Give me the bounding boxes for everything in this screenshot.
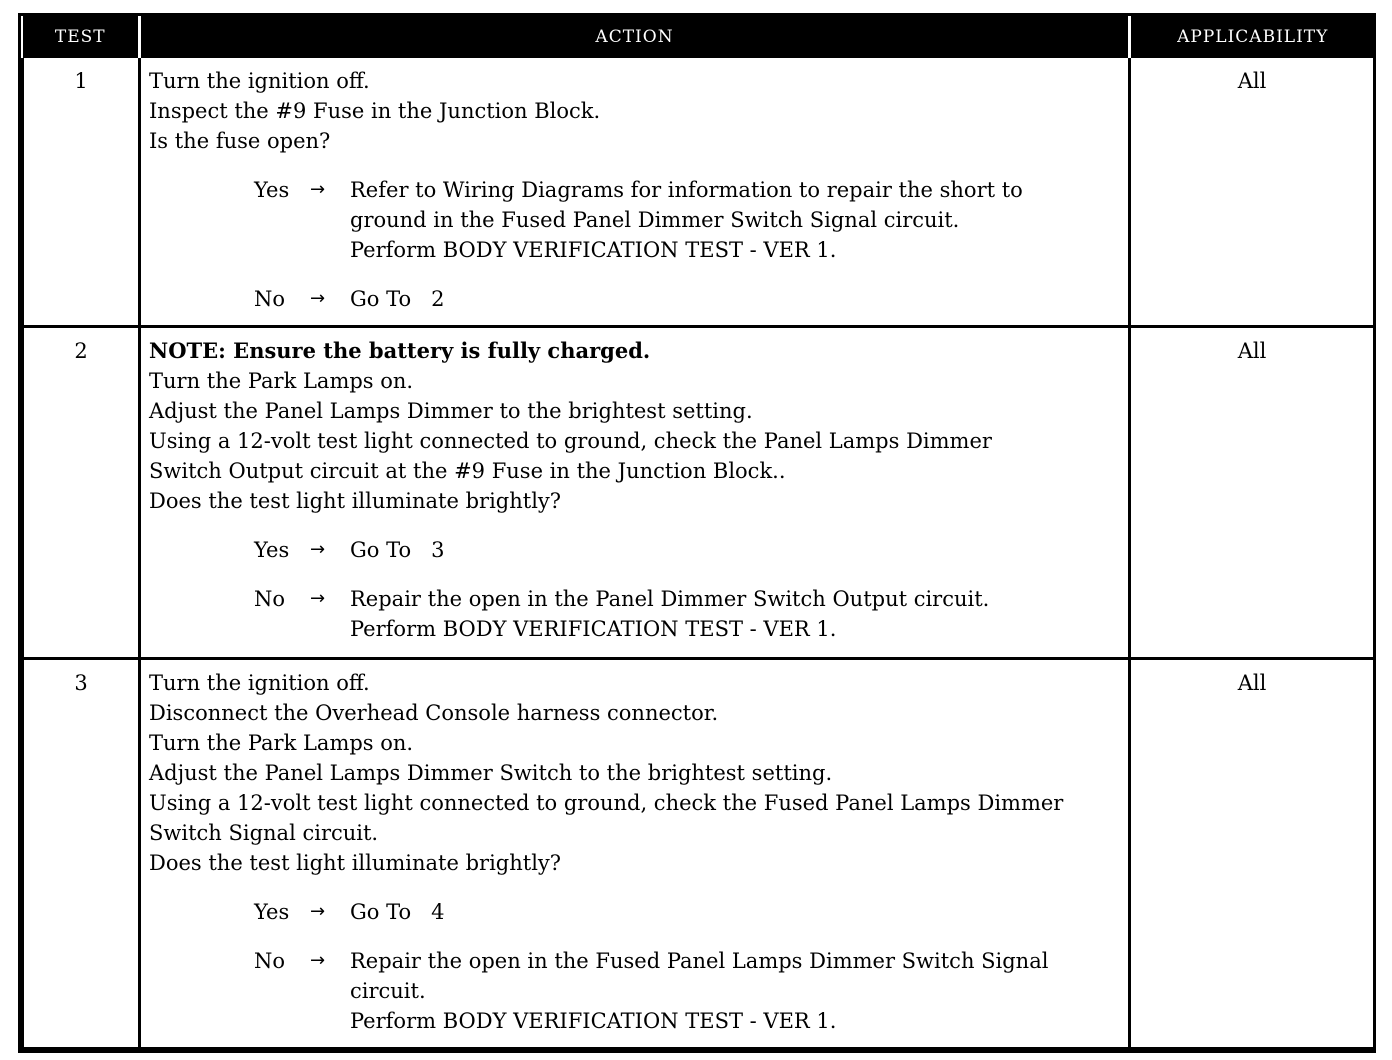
no-result [149, 284, 1120, 314]
no-outcome [350, 284, 1120, 314]
arrow-right-icon: → [310, 587, 326, 609]
yes-result [149, 535, 1120, 565]
no-result [149, 584, 1120, 644]
header-applicability: APPLICABILITY [1130, 16, 1375, 58]
yes-outcome [350, 535, 1120, 565]
action-line: Using a 12-volt test light connected to ground, check the Fused Panel Lamps Dimmer [149, 790, 1064, 815]
action-cell [140, 326, 1130, 658]
table-row [23, 58, 1375, 326]
action-line: Inspect the #9 Fuse in the Junction Block. [149, 99, 601, 123]
yes-label: Yes [254, 178, 290, 202]
test-number: 3 [23, 658, 140, 1049]
arrow-right-icon: → [310, 949, 326, 971]
action-cell [140, 658, 1130, 1049]
yes-result [149, 897, 1120, 927]
action-line: Does the test light illuminate brightly? [149, 850, 562, 875]
outcome-line: Refer to Wiring Diagrams for information to repair the short to [350, 178, 1023, 202]
yes-outcome [350, 175, 1120, 265]
outcome-line: Go To 3 [350, 537, 445, 562]
outcome-line: Perform BODY VERIFICATION TEST - VER 1. [350, 616, 837, 641]
diagnostic-table [21, 16, 1376, 1050]
arrow-right-icon: → [310, 179, 326, 200]
table-row [23, 658, 1375, 1049]
table-row [23, 326, 1375, 658]
action-line: Using a 12-volt test light connected to ground, check the Panel Lamps Dimmer [149, 428, 992, 453]
action-line: Adjust the Panel Lamps Dimmer Switch to the brightest setting. [149, 760, 833, 785]
action-line: Turn the Park Lamps on. [149, 368, 414, 393]
arrow-right-icon: → [310, 288, 326, 309]
no-result [149, 946, 1120, 1036]
outcome-line: circuit. [350, 978, 426, 1003]
action-line: Switch Output circuit at the #9 Fuse in the Junction Block.. [149, 458, 786, 483]
outcome-line: ground in the Fused Panel Dimmer Switch Signal circuit. [350, 208, 960, 232]
applicability-value: All [1130, 58, 1375, 326]
yes-label: Yes [254, 537, 290, 562]
outcome-line: Perform BODY VERIFICATION TEST - VER 1. [350, 1008, 837, 1033]
yes-outcome [350, 897, 1120, 927]
applicability-value: All [1130, 326, 1375, 658]
outcome-line: Repair the open in the Fused Panel Lamps Dimmer Switch Signal [350, 948, 1049, 973]
arrow-right-icon: → [310, 900, 326, 922]
note-text: NOTE: Ensure the battery is fully charged. [149, 337, 651, 363]
table-header-row [23, 16, 1375, 58]
header-action: ACTION [140, 16, 1130, 58]
action-line: Adjust the Panel Lamps Dimmer to the brightest setting. [149, 398, 753, 423]
action-line: Turn the ignition off. [149, 670, 370, 695]
no-label: No [254, 586, 286, 611]
action-line: Turn the Park Lamps on. [149, 730, 414, 755]
action-line: Does the test light illuminate brightly? [149, 488, 562, 513]
no-label: No [254, 948, 286, 973]
outcome-line: Go To 4 [350, 899, 445, 924]
action-line: Is the fuse open? [149, 129, 331, 153]
applicability-value: All [1130, 658, 1375, 1049]
test-number: 1 [23, 58, 140, 326]
no-label: No [254, 287, 286, 311]
action-cell [140, 58, 1130, 326]
no-outcome [350, 584, 1120, 644]
header-test: TEST [23, 16, 140, 58]
outcome-line: Perform BODY VERIFICATION TEST - VER 1. [350, 238, 837, 262]
diagnostic-table-frame [18, 13, 1376, 1053]
yes-result [149, 175, 1120, 265]
arrow-right-icon: → [310, 538, 326, 560]
action-line: Switch Signal circuit. [149, 820, 379, 845]
test-number: 2 [23, 326, 140, 658]
outcome-line: Repair the open in the Panel Dimmer Switch Output circuit. [350, 586, 990, 611]
outcome-line: Go To 2 [350, 287, 445, 311]
action-line: Turn the ignition off. [149, 69, 370, 93]
action-line: Disconnect the Overhead Console harness connector. [149, 700, 719, 725]
no-outcome [350, 946, 1120, 1036]
yes-label: Yes [254, 899, 290, 924]
